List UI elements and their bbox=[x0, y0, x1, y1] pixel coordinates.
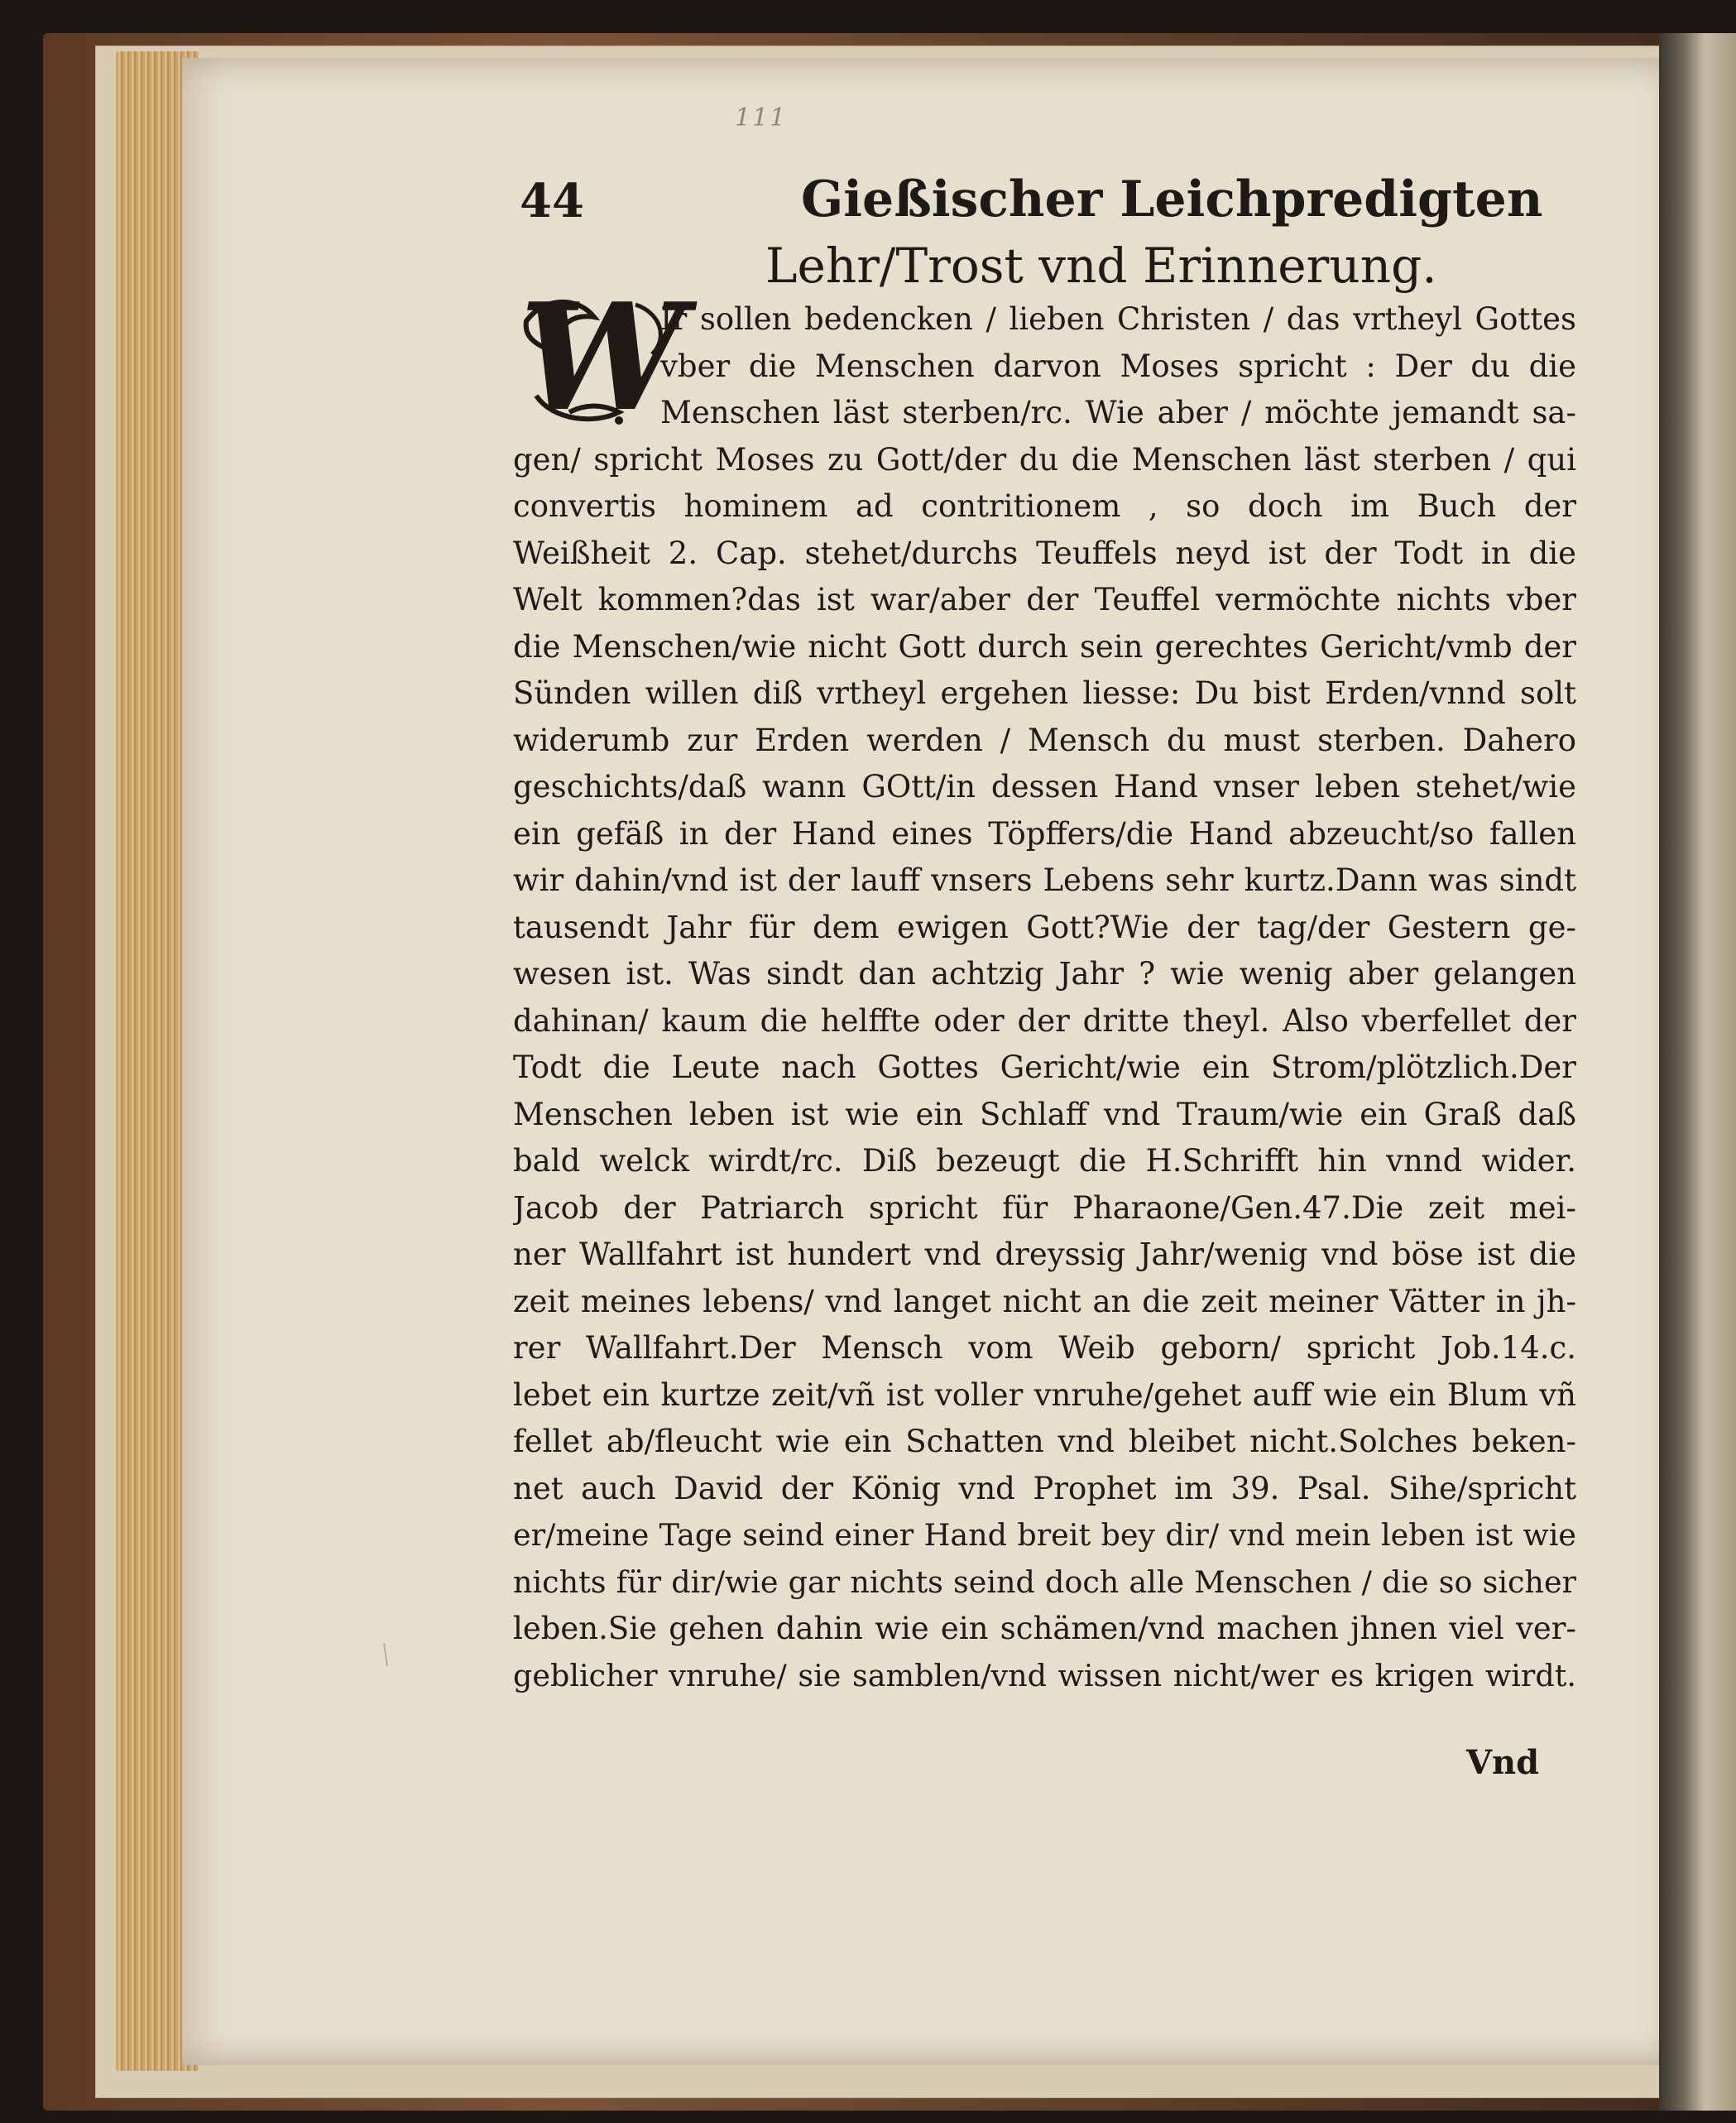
text-line: ner Wallfahrt ist hundert vnd dreyssig Jahr/wenig vnd böse ist die bbox=[513, 1237, 1576, 1272]
text-line: net auch David der König vnd Prophet im 39. Psal. Sihe/spricht bbox=[513, 1470, 1576, 1506]
text-line: geschichts/daß wann GOtt/in dessen Hand vnser leben stehet/wie bbox=[513, 769, 1576, 805]
text-line: lebet ein kurtze zeit/vñ ist voller vnruhe/gehet auff wie ein Blum vñ bbox=[513, 1376, 1576, 1413]
text-line: gen/ spricht Moses zu Gott/der du die Menschen läst sterben / qui bbox=[513, 441, 1576, 478]
drop-cap: W bbox=[520, 271, 685, 444]
running-head: Gießischer Leichpredigten bbox=[801, 171, 1543, 228]
text-line: geblicher vnruhe/ sie samblen/vnd wissen nicht/wer es krigen wirdt. bbox=[513, 1657, 1576, 1693]
catchword: Vnd bbox=[1466, 1743, 1540, 1782]
text-line: Welt kommen?das ist war/aber der Teuffel vermöchte nichts vber bbox=[513, 582, 1576, 617]
text-line: die Menschen/wie nicht Gott durch sein gerechtes Gericht/vmb der bbox=[513, 628, 1576, 665]
text-line: Sünden willen diß vrtheyl ergehen liesse: Du bist Erden/vnnd solt bbox=[513, 675, 1576, 711]
body-text bbox=[513, 296, 1576, 1699]
text-line: leben.Sie gehen dahin wie ein schämen/vnd machen jhnen viel ver- bbox=[513, 1611, 1576, 1646]
text-line: zeit meines lebens/ vnd langet nicht an die zeit meiner Vätter in jh- bbox=[513, 1283, 1576, 1319]
text-line: Todt die Leute nach Gottes Gericht/wie ein Strom/plötzlich.Der bbox=[513, 1049, 1576, 1085]
text-line: Jacob der Patriarch spricht für Pharaone/Gen.47.Die zeit mei- bbox=[513, 1189, 1576, 1226]
text-line: fellet ab/fleucht wie ein Schatten vnd bleibet nicht.Solches beken- bbox=[513, 1424, 1576, 1459]
book-gutter bbox=[1659, 33, 1736, 2111]
text-line: bald welck wirdt/rc. Diß bezeugt die H.Schrifft hin vnnd wider. bbox=[513, 1143, 1576, 1179]
page-number: 44 bbox=[520, 174, 584, 228]
text-line: nichts für dir/wie gar nichts seind doch alle Menschen / die so sicher bbox=[513, 1563, 1576, 1600]
text-line: tausendt Jahr für dem ewigen Gott?Wie der tag/der Gestern ge- bbox=[513, 909, 1576, 945]
text-line: vber die Menschen darvon Moses spricht : Der du die bbox=[660, 348, 1576, 384]
text-line: rer Wallfahrt.Der Mensch vom Weib geborn/ spricht Job.14.c. bbox=[513, 1330, 1576, 1366]
pencil-mark: 111 bbox=[735, 103, 788, 132]
text-line: convertis hominem ad contritionem , so doch im Buch der bbox=[513, 488, 1576, 524]
text-line: Ir sollen bedencken / lieben Christen / das vrtheyl Gottes bbox=[660, 301, 1576, 337]
text-line: Weißheit 2. Cap. stehet/durchs Teuffels neyd ist der Todt in die bbox=[513, 535, 1576, 571]
text-line: ein gefäß in der Hand eines Töpffers/die Hand abzeucht/so fallen bbox=[513, 815, 1576, 852]
text-line: dahinan/ kaum die helffte oder der dritte theyl. Also vberfellet der bbox=[513, 1002, 1576, 1039]
text-line: wir dahin/vnd ist der lauff vnsers Lebens sehr kurtz.Dann was sindt bbox=[513, 862, 1576, 898]
text-line: Menschen läst sterben/rc. Wie aber / möchte jemandt sa- bbox=[660, 395, 1576, 430]
text-line: er/meine Tage seind einer Hand breit bey dir/ vnd mein leben ist wie bbox=[513, 1517, 1576, 1553]
text-line: wesen ist. Was sindt dan achtzig Jahr ? wie wenig aber gelangen bbox=[513, 956, 1576, 992]
section-title: Lehr/Trost vnd Erinnerung. bbox=[765, 238, 1437, 294]
text-line: Menschen leben ist wie ein Schlaff vnd Traum/wie ein Graß daß bbox=[513, 1096, 1576, 1132]
text-line: widerumb zur Erden werden / Mensch du must sterben. Dahero bbox=[513, 722, 1576, 758]
